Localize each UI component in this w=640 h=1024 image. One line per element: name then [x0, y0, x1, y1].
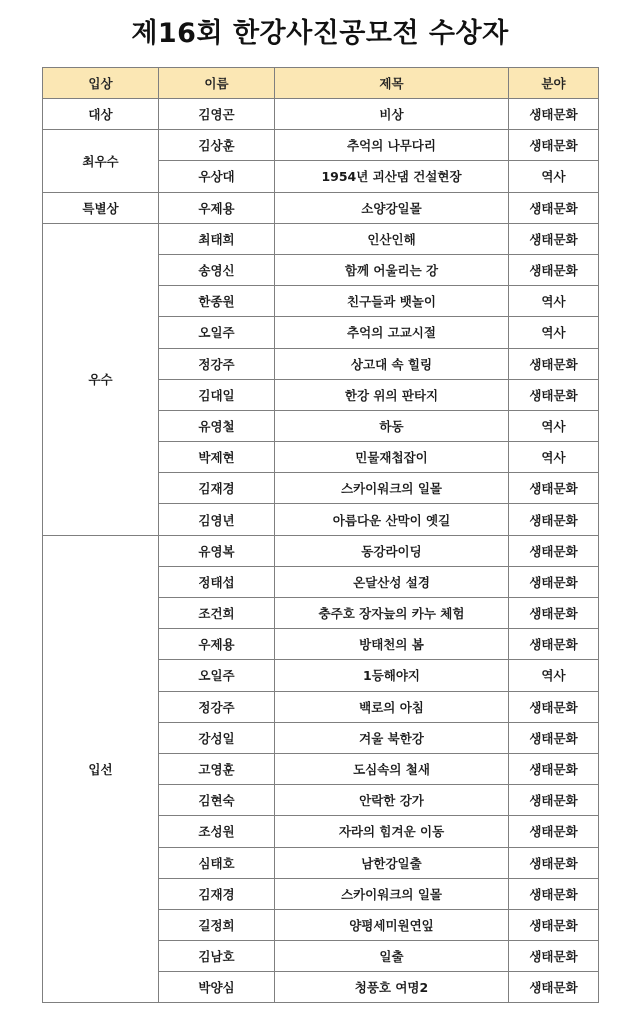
name-cell: 김재경 [159, 878, 275, 909]
name-cell: 고영훈 [159, 753, 275, 784]
title-cell: 스카이워크의 일몰 [275, 878, 509, 909]
title-cell: 도심속의 철새 [275, 753, 509, 784]
title-cell: 민물재첩잡이 [275, 442, 509, 473]
title-cell: 비상 [275, 99, 509, 130]
title-cell: 한강 위의 판타지 [275, 379, 509, 410]
field-cell: 역사 [509, 660, 599, 691]
field-cell: 역사 [509, 286, 599, 317]
awards-table [42, 67, 599, 1003]
title-cell: 인산인해 [275, 223, 509, 254]
name-cell: 정태섭 [159, 566, 275, 597]
title-cell: 충주호 장자늪의 카누 체험 [275, 598, 509, 629]
field-cell: 생태문화 [509, 99, 599, 130]
title-cell: 방태천의 봄 [275, 629, 509, 660]
title-cell: 온달산성 설경 [275, 566, 509, 597]
table-row [43, 223, 599, 254]
field-cell: 생태문화 [509, 691, 599, 722]
name-cell: 김영년 [159, 504, 275, 535]
name-cell: 김남호 [159, 941, 275, 972]
name-cell: 우상대 [159, 161, 275, 192]
field-cell: 역사 [509, 161, 599, 192]
award-cell: 특별상 [43, 192, 159, 223]
field-cell: 생태문화 [509, 847, 599, 878]
table-row [43, 192, 599, 223]
table-header-row [43, 68, 599, 99]
name-cell: 심태호 [159, 847, 275, 878]
name-cell: 오일주 [159, 317, 275, 348]
name-cell: 유영복 [159, 535, 275, 566]
name-cell: 오일주 [159, 660, 275, 691]
field-cell: 생태문화 [509, 379, 599, 410]
field-cell: 생태문화 [509, 130, 599, 161]
table-row [43, 535, 599, 566]
name-cell: 길정희 [159, 909, 275, 940]
title-cell: 함께 어울리는 강 [275, 254, 509, 285]
field-cell: 생태문화 [509, 722, 599, 753]
name-cell: 조성원 [159, 816, 275, 847]
award-cell: 입선 [43, 535, 159, 1003]
title-cell: 1등해야지 [275, 660, 509, 691]
name-cell: 김재경 [159, 473, 275, 504]
title-cell: 상고대 속 힐링 [275, 348, 509, 379]
field-cell: 생태문화 [509, 878, 599, 909]
field-cell: 역사 [509, 317, 599, 348]
field-cell: 생태문화 [509, 473, 599, 504]
field-cell: 생태문화 [509, 223, 599, 254]
title-cell: 1954년 괴산댐 건설현장 [275, 161, 509, 192]
field-cell: 생태문화 [509, 504, 599, 535]
title-cell: 추억의 나무다리 [275, 130, 509, 161]
header-name: 이름 [159, 68, 275, 99]
field-cell: 생태문화 [509, 753, 599, 784]
name-cell: 김현숙 [159, 785, 275, 816]
name-cell: 송영신 [159, 254, 275, 285]
name-cell: 강성일 [159, 722, 275, 753]
title-cell: 친구들과 뱃놀이 [275, 286, 509, 317]
name-cell: 김영곤 [159, 99, 275, 130]
name-cell: 김상훈 [159, 130, 275, 161]
field-cell: 역사 [509, 442, 599, 473]
name-cell: 유영철 [159, 410, 275, 441]
title-cell: 청풍호 여명2 [275, 972, 509, 1003]
name-cell: 조건희 [159, 598, 275, 629]
field-cell: 생태문화 [509, 598, 599, 629]
name-cell: 우제용 [159, 629, 275, 660]
award-cell: 최우수 [43, 130, 159, 192]
header-title: 제목 [275, 68, 509, 99]
title-cell: 아름다운 산막이 옛길 [275, 504, 509, 535]
field-cell: 생태문화 [509, 535, 599, 566]
name-cell: 한종원 [159, 286, 275, 317]
title-cell: 동강라이딩 [275, 535, 509, 566]
table-row [43, 99, 599, 130]
table-body [43, 99, 599, 1003]
title-cell: 스카이워크의 일몰 [275, 473, 509, 504]
title-cell: 겨울 북한강 [275, 722, 509, 753]
header-field: 분야 [509, 68, 599, 99]
title-cell: 추억의 고교시절 [275, 317, 509, 348]
name-cell: 박제현 [159, 442, 275, 473]
field-cell: 생태문화 [509, 909, 599, 940]
name-cell: 정강주 [159, 348, 275, 379]
title-cell: 자라의 힘겨운 이동 [275, 816, 509, 847]
title-cell: 백로의 아침 [275, 691, 509, 722]
name-cell: 우제용 [159, 192, 275, 223]
table-row [43, 130, 599, 161]
field-cell: 역사 [509, 410, 599, 441]
name-cell: 최태희 [159, 223, 275, 254]
field-cell: 생태문화 [509, 816, 599, 847]
title-cell: 양평세미원연잎 [275, 909, 509, 940]
field-cell: 생태문화 [509, 629, 599, 660]
title-cell: 소양강일몰 [275, 192, 509, 223]
field-cell: 생태문화 [509, 254, 599, 285]
name-cell: 박양심 [159, 972, 275, 1003]
title-cell: 남한강일출 [275, 847, 509, 878]
field-cell: 생태문화 [509, 566, 599, 597]
field-cell: 생태문화 [509, 941, 599, 972]
field-cell: 생태문화 [509, 192, 599, 223]
page-title: 제16회 한강사진공모전 수상자 [131, 18, 509, 49]
field-cell: 생태문화 [509, 348, 599, 379]
award-cell: 우수 [43, 223, 159, 535]
field-cell: 생태문화 [509, 785, 599, 816]
title-cell: 하동 [275, 410, 509, 441]
name-cell: 김대일 [159, 379, 275, 410]
header-award: 입상 [43, 68, 159, 99]
title-cell: 일출 [275, 941, 509, 972]
name-cell: 정강주 [159, 691, 275, 722]
field-cell: 생태문화 [509, 972, 599, 1003]
title-cell: 안락한 강가 [275, 785, 509, 816]
award-cell: 대상 [43, 99, 159, 130]
